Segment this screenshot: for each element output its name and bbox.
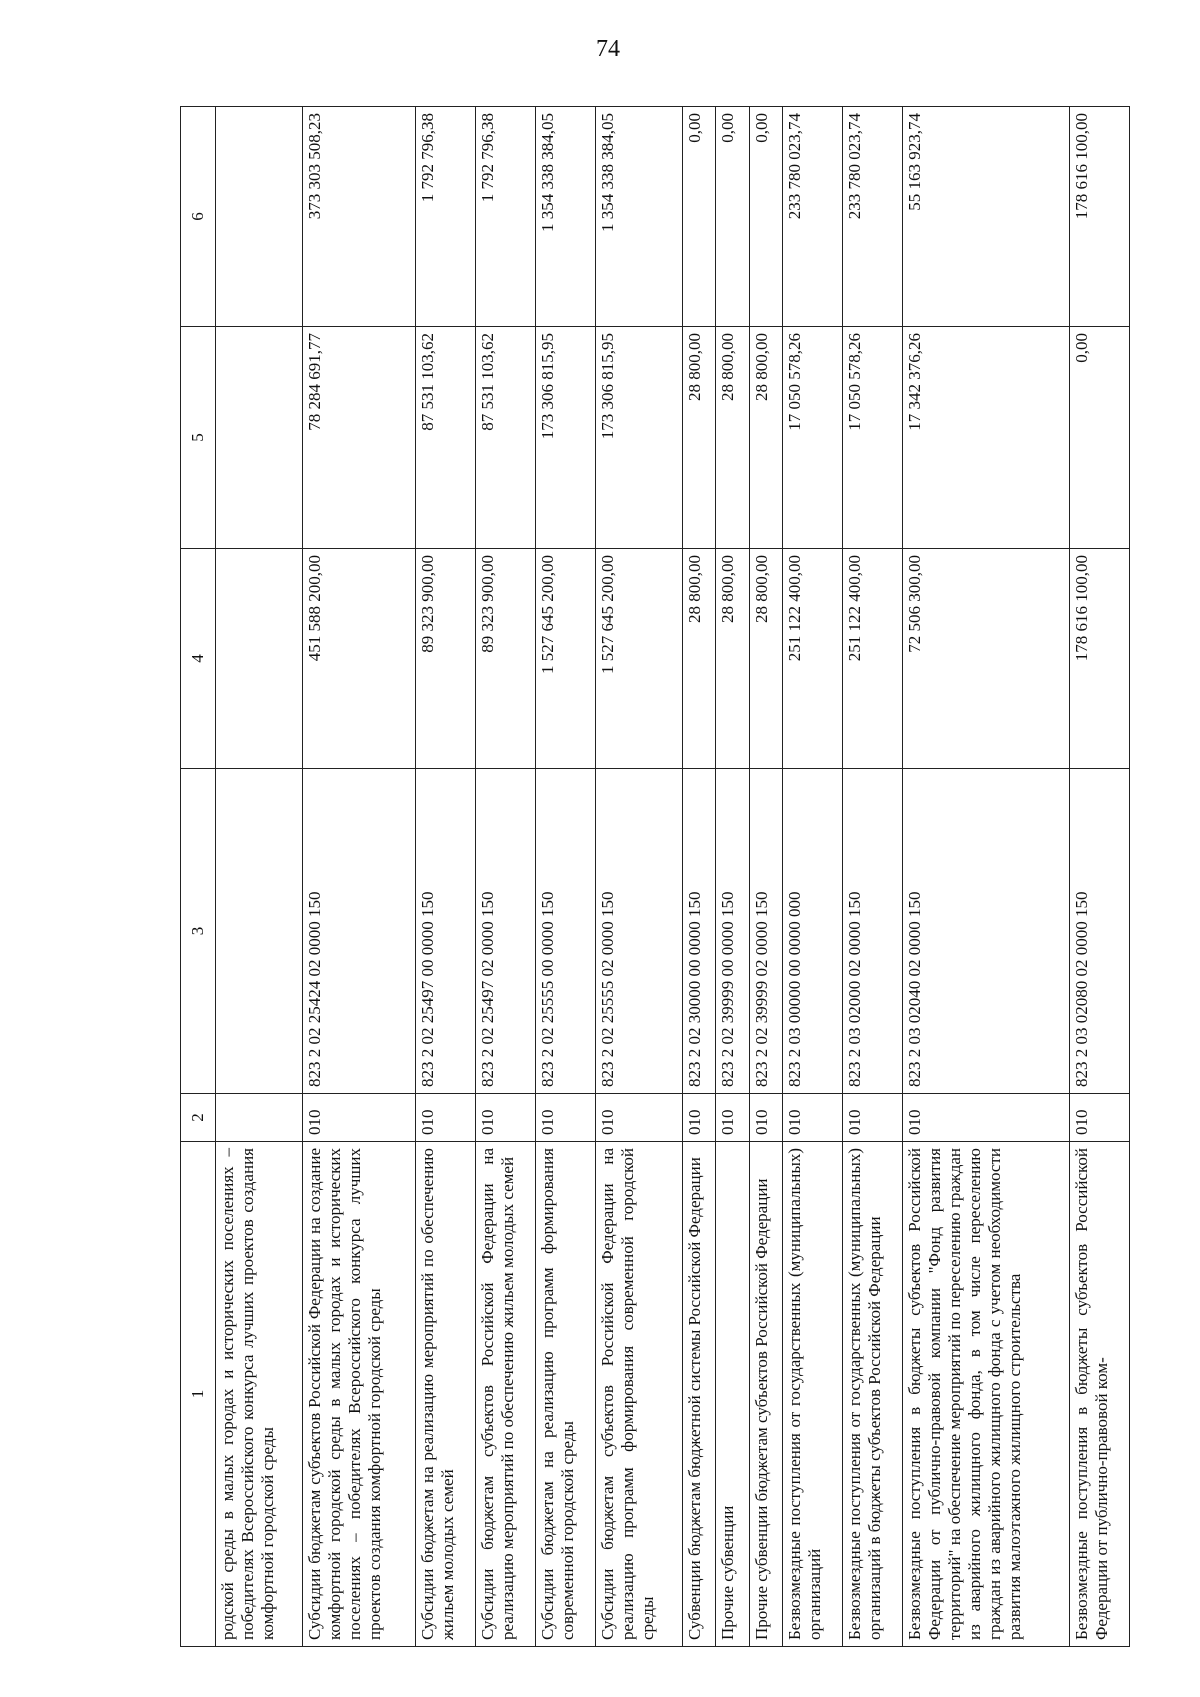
row-unexecuted-amount: 1 792 796,38 (416, 107, 476, 327)
row-unexecuted-amount: 0,00 (716, 107, 749, 327)
row-executed-amount: 173 306 815,95 (536, 327, 596, 549)
row-admin-code: 010 (749, 1094, 782, 1142)
row-admin-code: 010 (682, 1094, 715, 1142)
row-unexecuted-amount: 178 616 100,00 (1069, 107, 1129, 327)
row-admin-code: 010 (843, 1094, 903, 1142)
row-description: Субсидии бюджетам субъектов Российской Федерации на создание комфортной городской среды в малых городах и исторических поселениях – победителях Всероссийского конкурса лучших проектов создания комфортной городской среды (302, 1142, 415, 1647)
row-budget-classification-code: 823 2 03 02080 02 0000 150 (1069, 769, 1129, 1094)
row-approved-amount: 28 800,00 (749, 549, 782, 769)
row-unexecuted-amount: 0,00 (682, 107, 715, 327)
row-unexecuted-amount: 233 780 023,74 (843, 107, 903, 327)
table-row (1069, 107, 1129, 1647)
budget-table (180, 106, 1130, 1647)
row-admin-code: 010 (416, 1094, 476, 1142)
table-row (716, 107, 749, 1647)
rotated-table-container (180, 107, 1130, 1647)
table-row (302, 107, 415, 1647)
row-executed-amount: 28 800,00 (749, 327, 782, 549)
table-header-row (181, 107, 216, 1647)
row-executed-amount: 17 342 376,26 (903, 327, 1070, 549)
row-executed-amount (216, 327, 303, 549)
row-description: Субсидии бюджетам субъектов Российской Федерации на реализацию мероприятий по обеспечению жильем молодых семей (476, 1142, 536, 1647)
row-admin-code: 010 (716, 1094, 749, 1142)
row-executed-amount: 17 050 578,26 (843, 327, 903, 549)
row-unexecuted-amount: 233 780 023,74 (782, 107, 842, 327)
row-admin-code: 010 (536, 1094, 596, 1142)
row-approved-amount: 251 122 400,00 (843, 549, 903, 769)
row-admin-code: 010 (903, 1094, 1070, 1142)
row-approved-amount: 1 527 645 200,00 (596, 549, 683, 769)
row-executed-amount: 87 531 103,62 (476, 327, 536, 549)
table-row (536, 107, 596, 1647)
row-unexecuted-amount: 373 303 508,23 (302, 107, 415, 327)
table-row (596, 107, 683, 1647)
row-budget-classification-code: 823 2 02 39999 02 0000 150 (749, 769, 782, 1094)
row-admin-code: 010 (476, 1094, 536, 1142)
row-description: Субсидии бюджетам на реализацию мероприятий по обеспечению жильем молодых семей (416, 1142, 476, 1647)
row-description: Безвозмездные поступления от государственных (муниципальных) организаций в бюджеты субъектов Российской Федерации (843, 1142, 903, 1647)
row-unexecuted-amount: 1 354 338 384,05 (596, 107, 683, 327)
row-description: Прочие субвенции бюджетам субъектов Российской Федерации (749, 1142, 782, 1647)
row-admin-code: 010 (782, 1094, 842, 1142)
row-unexecuted-amount (216, 107, 303, 327)
row-budget-classification-code: 823 2 02 30000 00 0000 150 (682, 769, 715, 1094)
row-approved-amount: 28 800,00 (682, 549, 715, 769)
row-unexecuted-amount: 1 792 796,38 (476, 107, 536, 327)
row-budget-classification-code: 823 2 02 25497 02 0000 150 (476, 769, 536, 1094)
row-approved-amount: 72 506 300,00 (903, 549, 1070, 769)
row-approved-amount: 28 800,00 (716, 549, 749, 769)
row-executed-amount: 87 531 103,62 (416, 327, 476, 549)
row-executed-amount: 17 050 578,26 (782, 327, 842, 549)
column-header: 4 (181, 549, 216, 769)
row-approved-amount: 1 527 645 200,00 (536, 549, 596, 769)
column-header: 1 (181, 1142, 216, 1647)
row-executed-amount: 28 800,00 (682, 327, 715, 549)
table-row (903, 107, 1070, 1647)
row-admin-code: 010 (1069, 1094, 1129, 1142)
row-description: Субсидии бюджетам на реализацию программ формирования современной городской среды (536, 1142, 596, 1647)
row-description: Безвозмездные поступления в бюджеты субъектов Российской Федерации от публично-правовой ком- (1069, 1142, 1129, 1647)
row-description: Субсидии бюджетам субъектов Российской Федерации на реализацию программ формирования современной городской среды (596, 1142, 683, 1647)
row-admin-code (216, 1094, 303, 1142)
row-executed-amount: 0,00 (1069, 327, 1129, 549)
row-unexecuted-amount: 1 354 338 384,05 (536, 107, 596, 327)
row-description: Прочие субвенции (716, 1142, 749, 1647)
row-unexecuted-amount: 0,00 (749, 107, 782, 327)
row-budget-classification-code: 823 2 02 25424 02 0000 150 (302, 769, 415, 1094)
row-admin-code: 010 (596, 1094, 683, 1142)
row-budget-classification-code: 823 2 02 25555 02 0000 150 (596, 769, 683, 1094)
row-approved-amount: 451 588 200,00 (302, 549, 415, 769)
row-budget-classification-code: 823 2 02 39999 00 0000 150 (716, 769, 749, 1094)
row-description: Безвозмездные поступления от государственных (муниципальных) организаций (782, 1142, 842, 1647)
row-budget-classification-code: 823 2 03 00000 00 0000 000 (782, 769, 842, 1094)
row-budget-classification-code: 823 2 02 25555 00 0000 150 (536, 769, 596, 1094)
column-header: 2 (181, 1094, 216, 1142)
table-row (416, 107, 476, 1647)
table-row (843, 107, 903, 1647)
row-approved-amount: 89 323 900,00 (416, 549, 476, 769)
table-row (476, 107, 536, 1647)
row-description: Безвозмездные поступления в бюджеты субъектов Российской Федерации от публично-правовой компании "Фонд развития территорий" на обеспечение мероприятий по переселению граждан из аварийного жилищного фонда, в том числе переселению граждан из аварийного жилищного фонда с учетом необходимости развития малоэтажного жилищного строительства (903, 1142, 1070, 1647)
row-approved-amount (216, 549, 303, 769)
row-unexecuted-amount: 55 163 923,74 (903, 107, 1070, 327)
row-executed-amount: 78 284 691,77 (302, 327, 415, 549)
row-description: родской среды в малых городах и исторических поселениях – победителях Всероссийского конкурса лучших проектов создания комфортной городской среды (216, 1142, 303, 1647)
column-header: 6 (181, 107, 216, 327)
page-number: 74 (596, 36, 620, 62)
column-header: 3 (181, 769, 216, 1094)
table-row (749, 107, 782, 1647)
row-budget-classification-code: 823 2 03 02040 02 0000 150 (903, 769, 1070, 1094)
table-row (682, 107, 715, 1647)
row-budget-classification-code: 823 2 03 02000 02 0000 150 (843, 769, 903, 1094)
row-admin-code: 010 (302, 1094, 415, 1142)
column-header: 5 (181, 327, 216, 549)
row-approved-amount: 178 616 100,00 (1069, 549, 1129, 769)
table-row (782, 107, 842, 1647)
row-budget-classification-code (216, 769, 303, 1094)
row-executed-amount: 28 800,00 (716, 327, 749, 549)
table-row (216, 107, 303, 1647)
row-approved-amount: 89 323 900,00 (476, 549, 536, 769)
row-description: Субвенции бюджетам бюджетной системы Российской Федерации (682, 1142, 715, 1647)
row-executed-amount: 173 306 815,95 (596, 327, 683, 549)
row-approved-amount: 251 122 400,00 (782, 549, 842, 769)
row-budget-classification-code: 823 2 02 25497 00 0000 150 (416, 769, 476, 1094)
